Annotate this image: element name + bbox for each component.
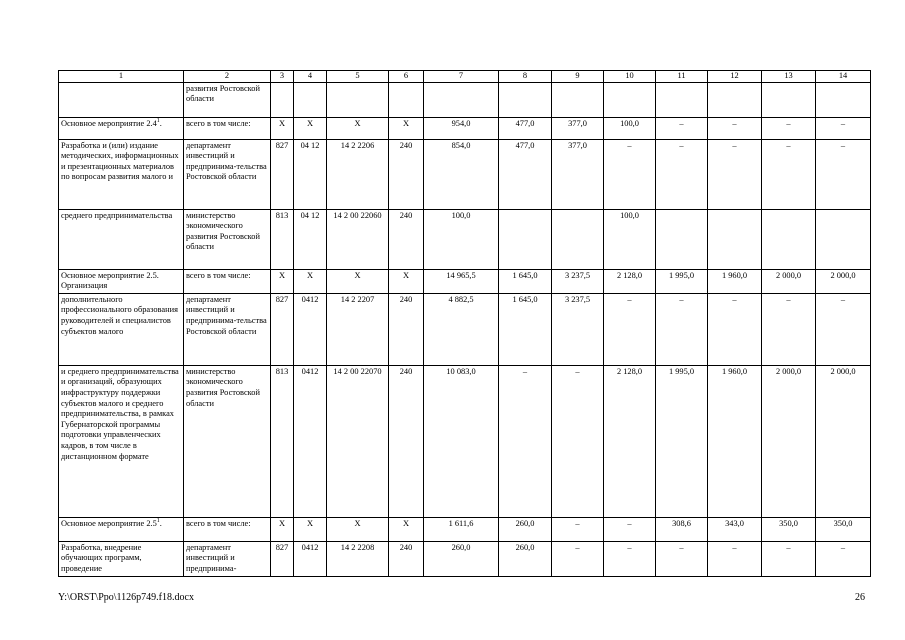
column-number: 6 (389, 71, 424, 83)
budget-table (58, 70, 871, 577)
budget-code-cell (271, 82, 294, 117)
amount-cell: 350,0 (762, 517, 816, 541)
amount-cell (708, 82, 762, 117)
amount-cell: 2 000,0 (816, 269, 871, 293)
amount-cell: 377,0 (552, 117, 604, 139)
amount-cell: – (656, 541, 708, 576)
budget-code-cell (327, 82, 389, 117)
amount-cell (552, 209, 604, 269)
activity-text: среднего предпринимательства (61, 210, 173, 220)
budget-code-cell: 14 2 2208 (327, 541, 389, 576)
table-row (59, 209, 871, 269)
amount-cell: 350,0 (816, 517, 871, 541)
budget-code-cell: 04 12 (294, 139, 327, 209)
amount-cell: 3 237,5 (552, 269, 604, 293)
column-number: 2 (184, 71, 271, 83)
table-row (59, 365, 871, 517)
budget-code-cell: 0412 (294, 541, 327, 576)
amount-cell (604, 82, 656, 117)
budget-code-cell: 240 (389, 541, 424, 576)
amount-cell: 2 000,0 (816, 365, 871, 517)
amount-cell (424, 82, 499, 117)
column-number: 12 (708, 71, 762, 83)
amount-cell: 343,0 (708, 517, 762, 541)
amount-cell: 100,0 (424, 209, 499, 269)
budget-code-cell: Х (294, 117, 327, 139)
file-path: Y:\ORST\Ppo\1126p749.f18.docx (58, 592, 194, 603)
activity-text: Разработка, внедрение обучающих программ, проведение (61, 542, 142, 573)
amount-cell: 477,0 (499, 117, 552, 139)
amount-cell (656, 209, 708, 269)
budget-code-cell: Х (294, 269, 327, 293)
budget-code-cell: Х (271, 117, 294, 139)
amount-cell: – (604, 541, 656, 576)
activity-text: Разработка и (или) издание методических, информационных и презентационных материалов по вопросам развития малого и (61, 140, 179, 182)
budget-code-cell: 240 (389, 209, 424, 269)
amount-cell: 1 995,0 (656, 365, 708, 517)
activity-description (59, 269, 184, 293)
activity-text: Основное мероприятие 2.5 (61, 518, 157, 528)
column-number: 1 (59, 71, 184, 83)
amount-cell: 260,0 (424, 541, 499, 576)
amount-cell (656, 82, 708, 117)
activity-text-end: . (159, 518, 162, 528)
amount-cell (499, 82, 552, 117)
budget-code-cell: 813 (271, 365, 294, 517)
column-number: 11 (656, 71, 708, 83)
amount-cell: – (816, 293, 871, 365)
budget-code-cell: 240 (389, 365, 424, 517)
budget-code-cell: 0412 (294, 293, 327, 365)
amount-cell: 100,0 (604, 209, 656, 269)
table-row (59, 117, 871, 139)
amount-cell (762, 82, 816, 117)
budget-code-cell: 240 (389, 139, 424, 209)
budget-code-cell: 827 (271, 293, 294, 365)
amount-cell: 260,0 (499, 541, 552, 576)
budget-code-cell: 0412 (294, 365, 327, 517)
column-number-row (59, 71, 871, 83)
amount-cell: – (552, 541, 604, 576)
budget-code-cell: 14 2 2206 (327, 139, 389, 209)
footnote-mark: 1 (156, 117, 160, 124)
amount-cell: – (708, 117, 762, 139)
amount-cell: – (656, 293, 708, 365)
budget-code-cell: Х (271, 269, 294, 293)
amount-cell: – (604, 293, 656, 365)
executor-cell: министерство экономического развития Ростовской области (184, 209, 271, 269)
amount-cell: 14 965,5 (424, 269, 499, 293)
amount-cell (816, 209, 871, 269)
amount-cell: – (762, 541, 816, 576)
column-number: 9 (552, 71, 604, 83)
column-number: 3 (271, 71, 294, 83)
activity-text-end: . (159, 118, 162, 128)
amount-cell: 10 083,0 (424, 365, 499, 517)
column-number: 8 (499, 71, 552, 83)
budget-code-cell: Х (327, 117, 389, 139)
amount-cell (499, 209, 552, 269)
amount-cell: – (656, 117, 708, 139)
table-row (59, 293, 871, 365)
amount-cell (552, 82, 604, 117)
table-row (59, 517, 871, 541)
amount-cell: 477,0 (499, 139, 552, 209)
table-row (59, 541, 871, 576)
amount-cell: 2 000,0 (762, 269, 816, 293)
amount-cell (708, 209, 762, 269)
budget-code-cell: Х (389, 117, 424, 139)
executor-cell: всего в том числе: (184, 117, 271, 139)
amount-cell: 308,6 (656, 517, 708, 541)
amount-cell: 1 645,0 (499, 269, 552, 293)
amount-cell: 2 128,0 (604, 269, 656, 293)
executor-cell: департамент инвестиций и предпринима-тельства Ростовской области (184, 139, 271, 209)
activity-description (59, 139, 184, 209)
amount-cell: – (708, 541, 762, 576)
activity-description (59, 209, 184, 269)
column-number: 5 (327, 71, 389, 83)
amount-cell (816, 82, 871, 117)
column-number: 14 (816, 71, 871, 83)
activity-text: дополнительного профессионального образования руководителей и специалистов субъектов малого (61, 294, 178, 336)
amount-cell: – (762, 139, 816, 209)
amount-cell: – (708, 139, 762, 209)
activity-description (59, 365, 184, 517)
budget-code-cell: Х (271, 517, 294, 541)
footnote-mark: 1 (156, 517, 160, 524)
amount-cell: 3 237,5 (552, 293, 604, 365)
amount-cell: – (762, 117, 816, 139)
activity-description (59, 541, 184, 576)
amount-cell: 377,0 (552, 139, 604, 209)
table-row (59, 82, 871, 117)
budget-code-cell: Х (294, 517, 327, 541)
activity-description (59, 117, 184, 139)
budget-code-cell: 14 2 2207 (327, 293, 389, 365)
amount-cell: 1 645,0 (499, 293, 552, 365)
executor-cell: департамент инвестиций и предпринима-тельства Ростовской области (184, 293, 271, 365)
amount-cell: 260,0 (499, 517, 552, 541)
amount-cell: – (816, 139, 871, 209)
amount-cell: 1 960,0 (708, 365, 762, 517)
budget-code-cell (389, 82, 424, 117)
budget-code-cell: 813 (271, 209, 294, 269)
budget-code-cell: 240 (389, 293, 424, 365)
page-number: 26 (855, 592, 865, 603)
amount-cell: – (604, 139, 656, 209)
activity-text: Основное мероприятие 2.4 (61, 118, 157, 128)
budget-code-cell: 827 (271, 541, 294, 576)
budget-code-cell: Х (327, 269, 389, 293)
amount-cell: – (604, 517, 656, 541)
executor-cell: департамент инвестиций и предпринима- (184, 541, 271, 576)
amount-cell: 100,0 (604, 117, 656, 139)
amount-cell: – (656, 139, 708, 209)
amount-cell: – (552, 365, 604, 517)
activity-text: Основное мероприятие 2.5. Организация (61, 270, 159, 291)
activity-description (59, 517, 184, 541)
column-number: 7 (424, 71, 499, 83)
budget-code-cell: 14 2 00 22070 (327, 365, 389, 517)
amount-cell: 2 128,0 (604, 365, 656, 517)
table-row (59, 269, 871, 293)
executor-cell: всего в том числе: (184, 269, 271, 293)
amount-cell: 1 995,0 (656, 269, 708, 293)
budget-code-cell (294, 82, 327, 117)
amount-cell: 4 882,5 (424, 293, 499, 365)
amount-cell: – (762, 293, 816, 365)
amount-cell: 2 000,0 (762, 365, 816, 517)
amount-cell: – (552, 517, 604, 541)
amount-cell: – (816, 541, 871, 576)
activity-description (59, 82, 184, 117)
budget-code-cell: Х (389, 269, 424, 293)
column-number: 4 (294, 71, 327, 83)
column-number: 13 (762, 71, 816, 83)
budget-code-cell: Х (389, 517, 424, 541)
amount-cell (762, 209, 816, 269)
amount-cell: 854,0 (424, 139, 499, 209)
executor-cell: всего в том числе: (184, 517, 271, 541)
executor-cell: министерство экономического развития Ростовской области (184, 365, 271, 517)
budget-code-cell: 827 (271, 139, 294, 209)
budget-code-cell: Х (327, 517, 389, 541)
amount-cell: – (708, 293, 762, 365)
amount-cell: – (816, 117, 871, 139)
activity-text: и среднего предпринимательства и организаций, образующих инфраструктуру поддержки субъектов малого и среднего предпринимательства, в рамках Губернаторской программы подготовки управленческих кадров, в том числе в дистанционном формате (61, 366, 179, 461)
budget-code-cell: 14 2 00 22060 (327, 209, 389, 269)
table-row (59, 139, 871, 209)
amount-cell: 954,0 (424, 117, 499, 139)
budget-code-cell: 04 12 (294, 209, 327, 269)
activity-description (59, 293, 184, 365)
amount-cell: 1 611,6 (424, 517, 499, 541)
amount-cell: – (499, 365, 552, 517)
executor-cell: развития Ростовской области (184, 82, 271, 117)
column-number: 10 (604, 71, 656, 83)
amount-cell: 1 960,0 (708, 269, 762, 293)
